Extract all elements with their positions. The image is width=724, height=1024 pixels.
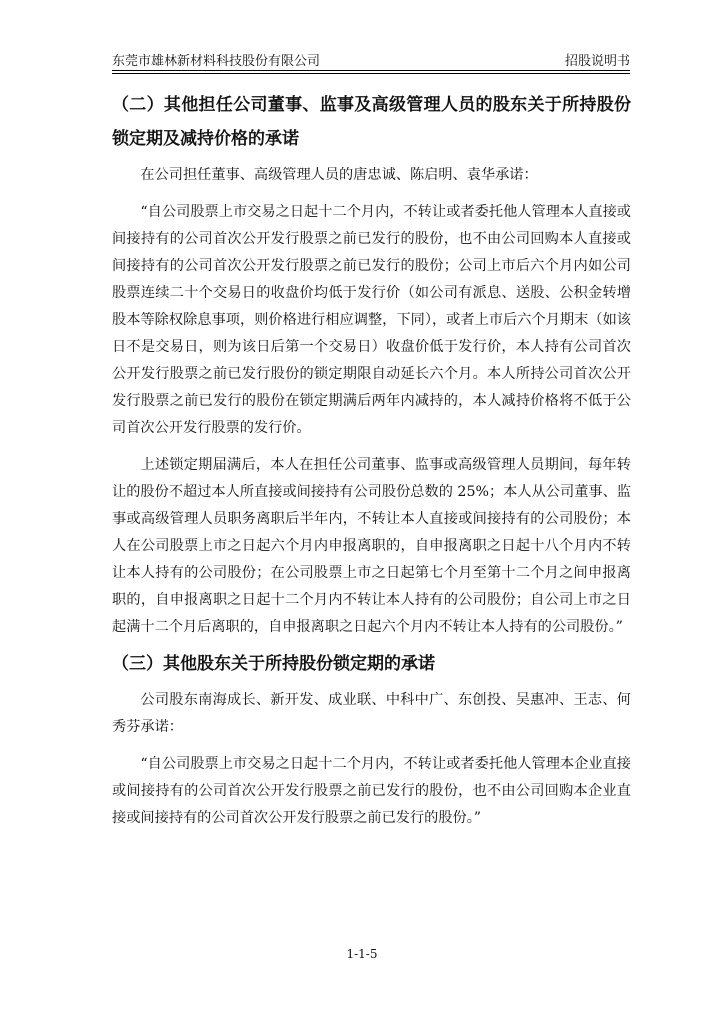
section-3-intro: 公司股东南海成长、新开发、成业联、中科中广、东创投、吴惠冲、王志、何秀芬承诺： [112, 692, 631, 735]
section-3-heading: （三）其他股东关于所持股份锁定期的承诺 [112, 654, 435, 674]
header-document-type: 招股说明书 [564, 53, 630, 69]
section-2-paragraph-2: 上述锁定期届满后，本人在担任公司董事、监事或高级管理人员期间，每年转让的股份不超过本人所直接或间接持有公司股份总数的 25%；本人从公司董事、监事或高级管理人员职务离职后半年内，不转让本人直接或间接持有的公司股份；本人在公司股票上市之日起六个月内申报离职的，自申报离职之日起十八个月内不转让本人持有的公司股份；在公司股票上市之日起第七个月至第十二个月之间申报离职的，自申报离职之日起十二个月内不转让本人持有的公司股份；自公司上市之日起满十二个月后离职的，自申报离职之日起六个月内不转让本人持有的公司股份。” [112, 457, 631, 635]
section-3-paragraph-1: “自公司股票上市交易之日起十二个月内，不转让或者委托他人管理本企业直接或间接持有的公司首次公开发行股票之前已发行的股份，也不由公司回购本企业直接或间接持有的公司首次公开发行股票之前已发行的股份。” [112, 756, 631, 826]
header-company-name: 东莞市雄林新材料科技股份有限公司 [112, 53, 321, 69]
section-2-paragraph-1: “自公司股票上市交易之日起十二个月内，不转让或者委托他人管理本人直接或间接持有的公司首次公开发行股票之前已发行的股份，也不由公司回购本人直接或间接持有的公司首次公开发行股票之前已发行的股份；公司上市后六个月内如公司股票连续二十个交易日的收盘价均低于发行价（如公司有派息、送股、公积金转增股本等除权除息事项，则价格进行相应调整，下同），或者上市后六个月期末（如该日不是交易日，则为该日后第一个交易日）收盘价低于发行价，本人持有公司首次公开发行股票之前已发行股份的锁定期限自动延长六个月。本人所持公司首次公开发行股票之前已发行的股份在锁定期满后两年内减持的，本人减持价格将不低于公司首次公开发行股票的发行价。 [112, 204, 631, 436]
section-2-intro: 在公司担任董事、高级管理人员的唐忠诚、陈启明、袁华承诺： [140, 167, 538, 183]
section-2-heading: （二）其他担任公司董事、监事及高级管理人员的股东关于所持股份锁定期及减持价格的承诺 [112, 95, 631, 149]
page-header [112, 48, 630, 71]
document-body [112, 88, 631, 832]
page-number: 1-1-5 [346, 947, 378, 961]
